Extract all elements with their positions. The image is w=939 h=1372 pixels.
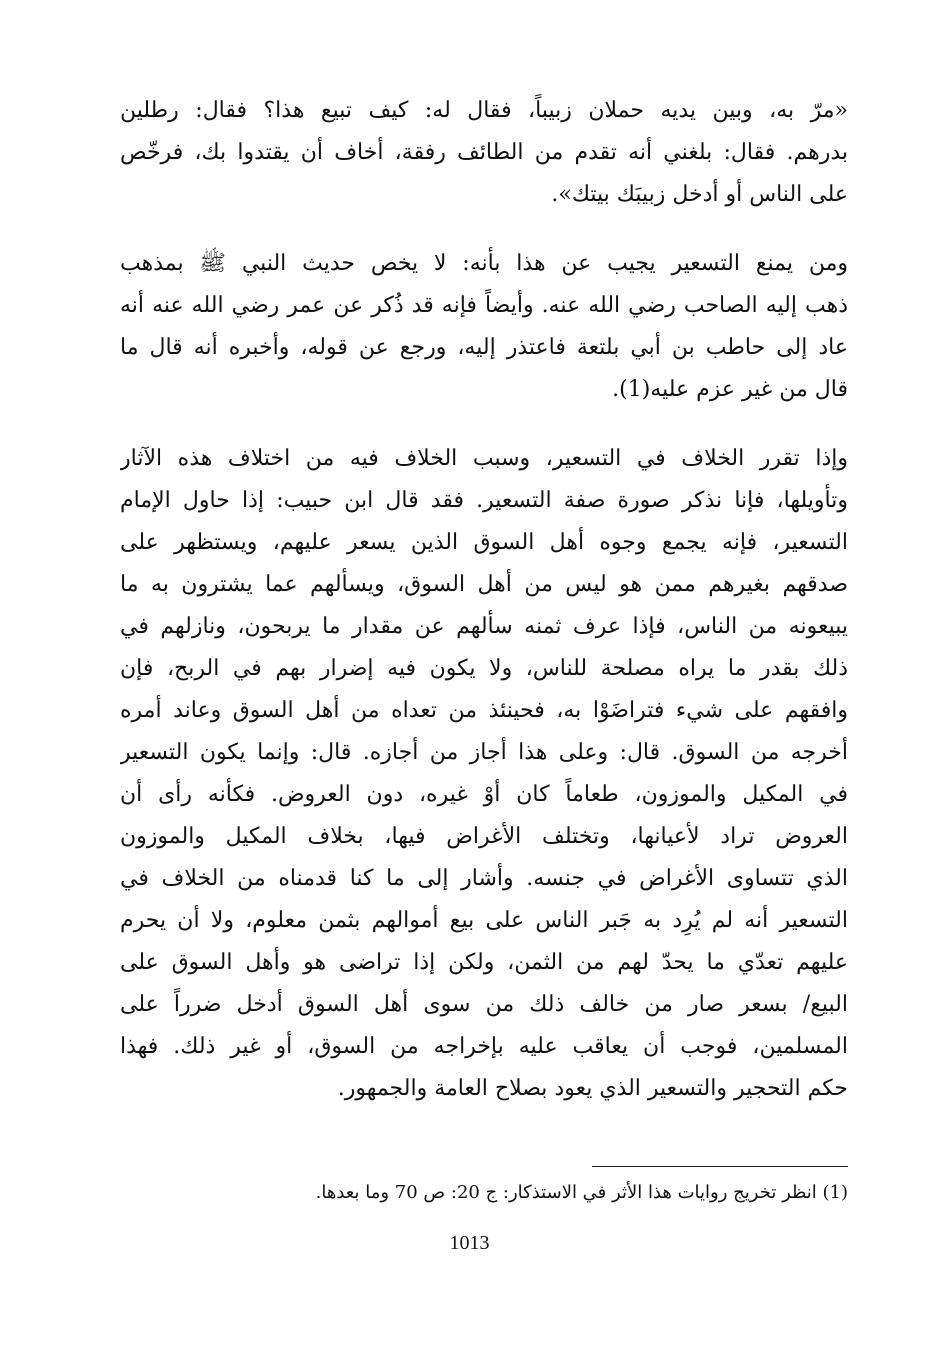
footnote: (1) انظر تخريج روايات هذا الأثر في الاستذكار: ج 20: ص 70 وما بعدها. (315, 1182, 848, 1203)
text-line: وافقهم على شيء فتراضَوْا به، فحينئذ من تعداه من أهل السوق وعاند أمره (120, 698, 848, 723)
text-line: «مرّ به، وبين يديه حملان زبيباً، فقال له: كيف تبيع هذا؟ فقال: رطلين (120, 98, 848, 123)
paragraph-1 (120, 90, 848, 216)
paragraph-3 (120, 438, 848, 1110)
text-line: عليهم تعدّي ما يحدّ لهم من الثمن، ولكن إذا تراضى هو وأهل السوق على (120, 950, 848, 975)
text-line: التسعير أنه لم يُرِد به جَبر الناس على بيع أموالهم بثمن معلوم، ولا أن يحرم (120, 908, 848, 933)
text-line: المسلمين، فوجب أن يعاقب عليه بإخراجه من السوق، أو غير ذلك. فهذا (120, 1034, 848, 1059)
text-line: في المكيل والموزون، طعاماً كان أوْ غيره، دون العروض. فكأنه رأى أن (120, 782, 848, 807)
page-number: 1013 (449, 1232, 490, 1254)
text-line: بدرهم. فقال: بلغني أنه تقدم من الطائف رفقة، أخاف أن يقتدوا بك، فرخّص (120, 140, 848, 165)
text-line: عاد إلى حاطب بن أبي بلتعة فاعتذر إليه، ورجع عن قوله، وأخبره أنه قال ما (120, 335, 848, 360)
paragraph-2 (120, 243, 848, 411)
text-line: وتأويلها، فإنا نذكر صورة صفة التسعير. فقد قال ابن حبيب: إذا حاول الإمام (120, 488, 848, 513)
text-line: ذلك بقدر ما يراه مصلحة للناس، ولا يكون فيه إضرار بهم في الربح، فإن (120, 656, 848, 681)
text-line: البيع/ بسعر صار من خالف ذلك من سوى أهل السوق أدخل ضرراً على (120, 992, 848, 1017)
footnote-divider (592, 1166, 848, 1167)
text-line: أخرجه من السوق. قال: وعلى هذا أجاز من أجازه. قال: وإنما يكون التسعير (120, 740, 848, 765)
text-line: العروض تراد لأعيانها، وتختلف الأغراض فيها، بخلاف المكيل والموزون (120, 824, 848, 849)
text-line: ومن يمنع التسعير يجيب عن هذا بأنه: لا يخص حديث النبي ﷺ بمذهب (120, 251, 848, 276)
text-line: وإذا تقرر الخلاف في التسعير، وسبب الخلاف فيه من اختلاف هذه الآثار (120, 446, 848, 471)
text-line: حكم التحجير والتسعير الذي يعود بصلاح العامة والجمهور. (337, 1076, 848, 1101)
text-line: صدقهم بغيرهم ممن هو ليس من أهل السوق، ويسألهم عما يشترون به ما (120, 572, 848, 597)
text-line: على الناس أو أدخل زبيبَك بيتك». (551, 182, 848, 207)
text-line: التسعير، فإنه يجمع وجوه أهل السوق الذين يسعر عليهم، ويستظهر على (120, 530, 848, 555)
text-line: قال من غير عزم عليه(1). (612, 377, 848, 402)
text-line: ذهب إليه الصاحب رضي الله عنه. وأيضاً فإنه قد ذُكر عن عمر رضي الله عنه أنه (120, 293, 848, 318)
text-line: يبيعونه من الناس، فإذا عرف ثمنه سألهم عن مقدار ما يربحون، ونازلهم في (120, 614, 848, 639)
text-line: الذي تتساوى الأغراض في جنسه. وأشار إلى ما كنا قدمناه من الخلاف في (120, 866, 848, 891)
